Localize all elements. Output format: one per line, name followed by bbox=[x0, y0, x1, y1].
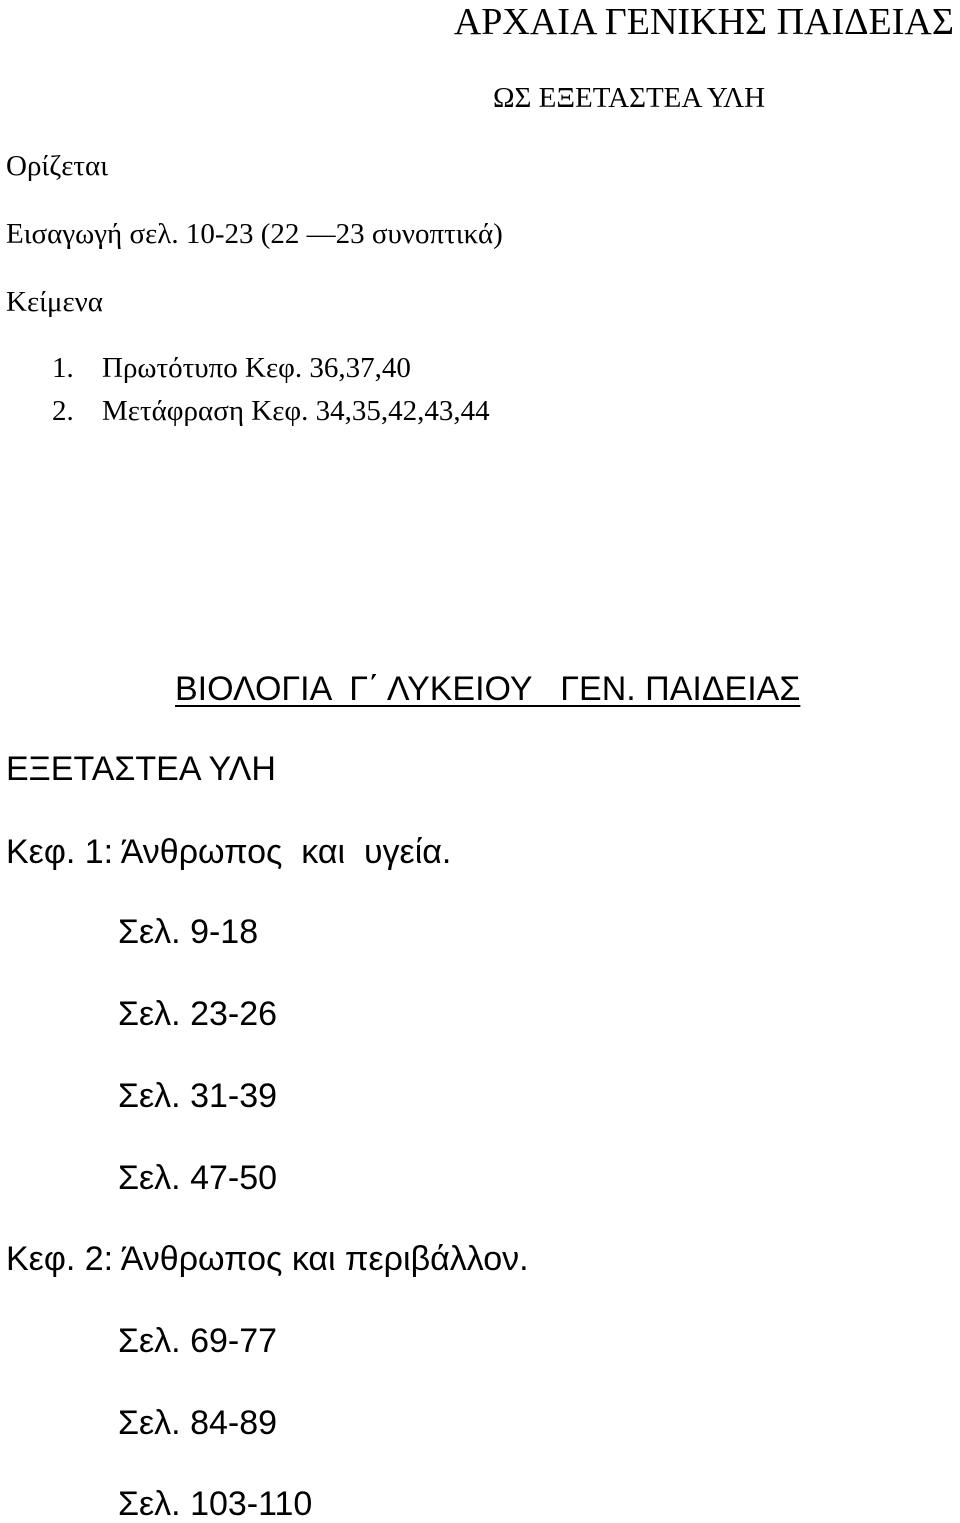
page-range: Σελ. 31-39 bbox=[118, 1077, 278, 1115]
subtitle-exam-material: ΩΣ ΕΞΕΤΑΣΤΕΑ ΥΛΗ bbox=[493, 82, 766, 114]
page-title-biology: ΒΙΟΛΟΓΙΑ Γ΄ ΛΥΚΕΙΟΥ ΓΕΝ. ΠΑΙΔΕΙΑΣ bbox=[175, 670, 801, 708]
subtitle-exam-material-biology: ΕΞΕΤΑΣΤΕΑ ΥΛΗ bbox=[6, 750, 276, 788]
list-item bbox=[52, 354, 411, 383]
intro-line: Εισαγωγή σελ. 10-23 (22 —23 συνοπτικά) bbox=[6, 218, 503, 250]
texts-label: Κείμενα bbox=[6, 286, 103, 318]
page-range: Σελ. 84-89 bbox=[118, 1404, 278, 1442]
page-range: Σελ. 69-77 bbox=[118, 1322, 278, 1360]
page-range: Σελ. 9-18 bbox=[118, 913, 259, 951]
list-item-number: 2. bbox=[52, 395, 74, 427]
defined-label: Ορίζεται bbox=[6, 150, 109, 182]
list-item-text: Πρωτότυπο Κεφ. 36,37,40 bbox=[102, 352, 411, 384]
page-range: Σελ. 47-50 bbox=[118, 1159, 278, 1197]
list-item bbox=[52, 397, 490, 426]
list-item-text: Μετάφραση Κεφ. 34,35,42,43,44 bbox=[102, 395, 490, 427]
chapter-title: Κεφ. 1: Άνθρωπος και υγεία. bbox=[6, 833, 452, 871]
page-range: Σελ. 23-26 bbox=[118, 995, 278, 1033]
list-item-number: 1. bbox=[52, 352, 74, 384]
page-range: Σελ. 103-110 bbox=[118, 1485, 313, 1523]
chapter-title: Κεφ. 2: Άνθρωπος και περιβάλλον. bbox=[6, 1240, 529, 1278]
page-title-ancient: ΑΡΧΑΙΑ ΓΕΝΙΚΗΣ ΠΑΙΔΕΙΑΣ bbox=[453, 1, 954, 43]
